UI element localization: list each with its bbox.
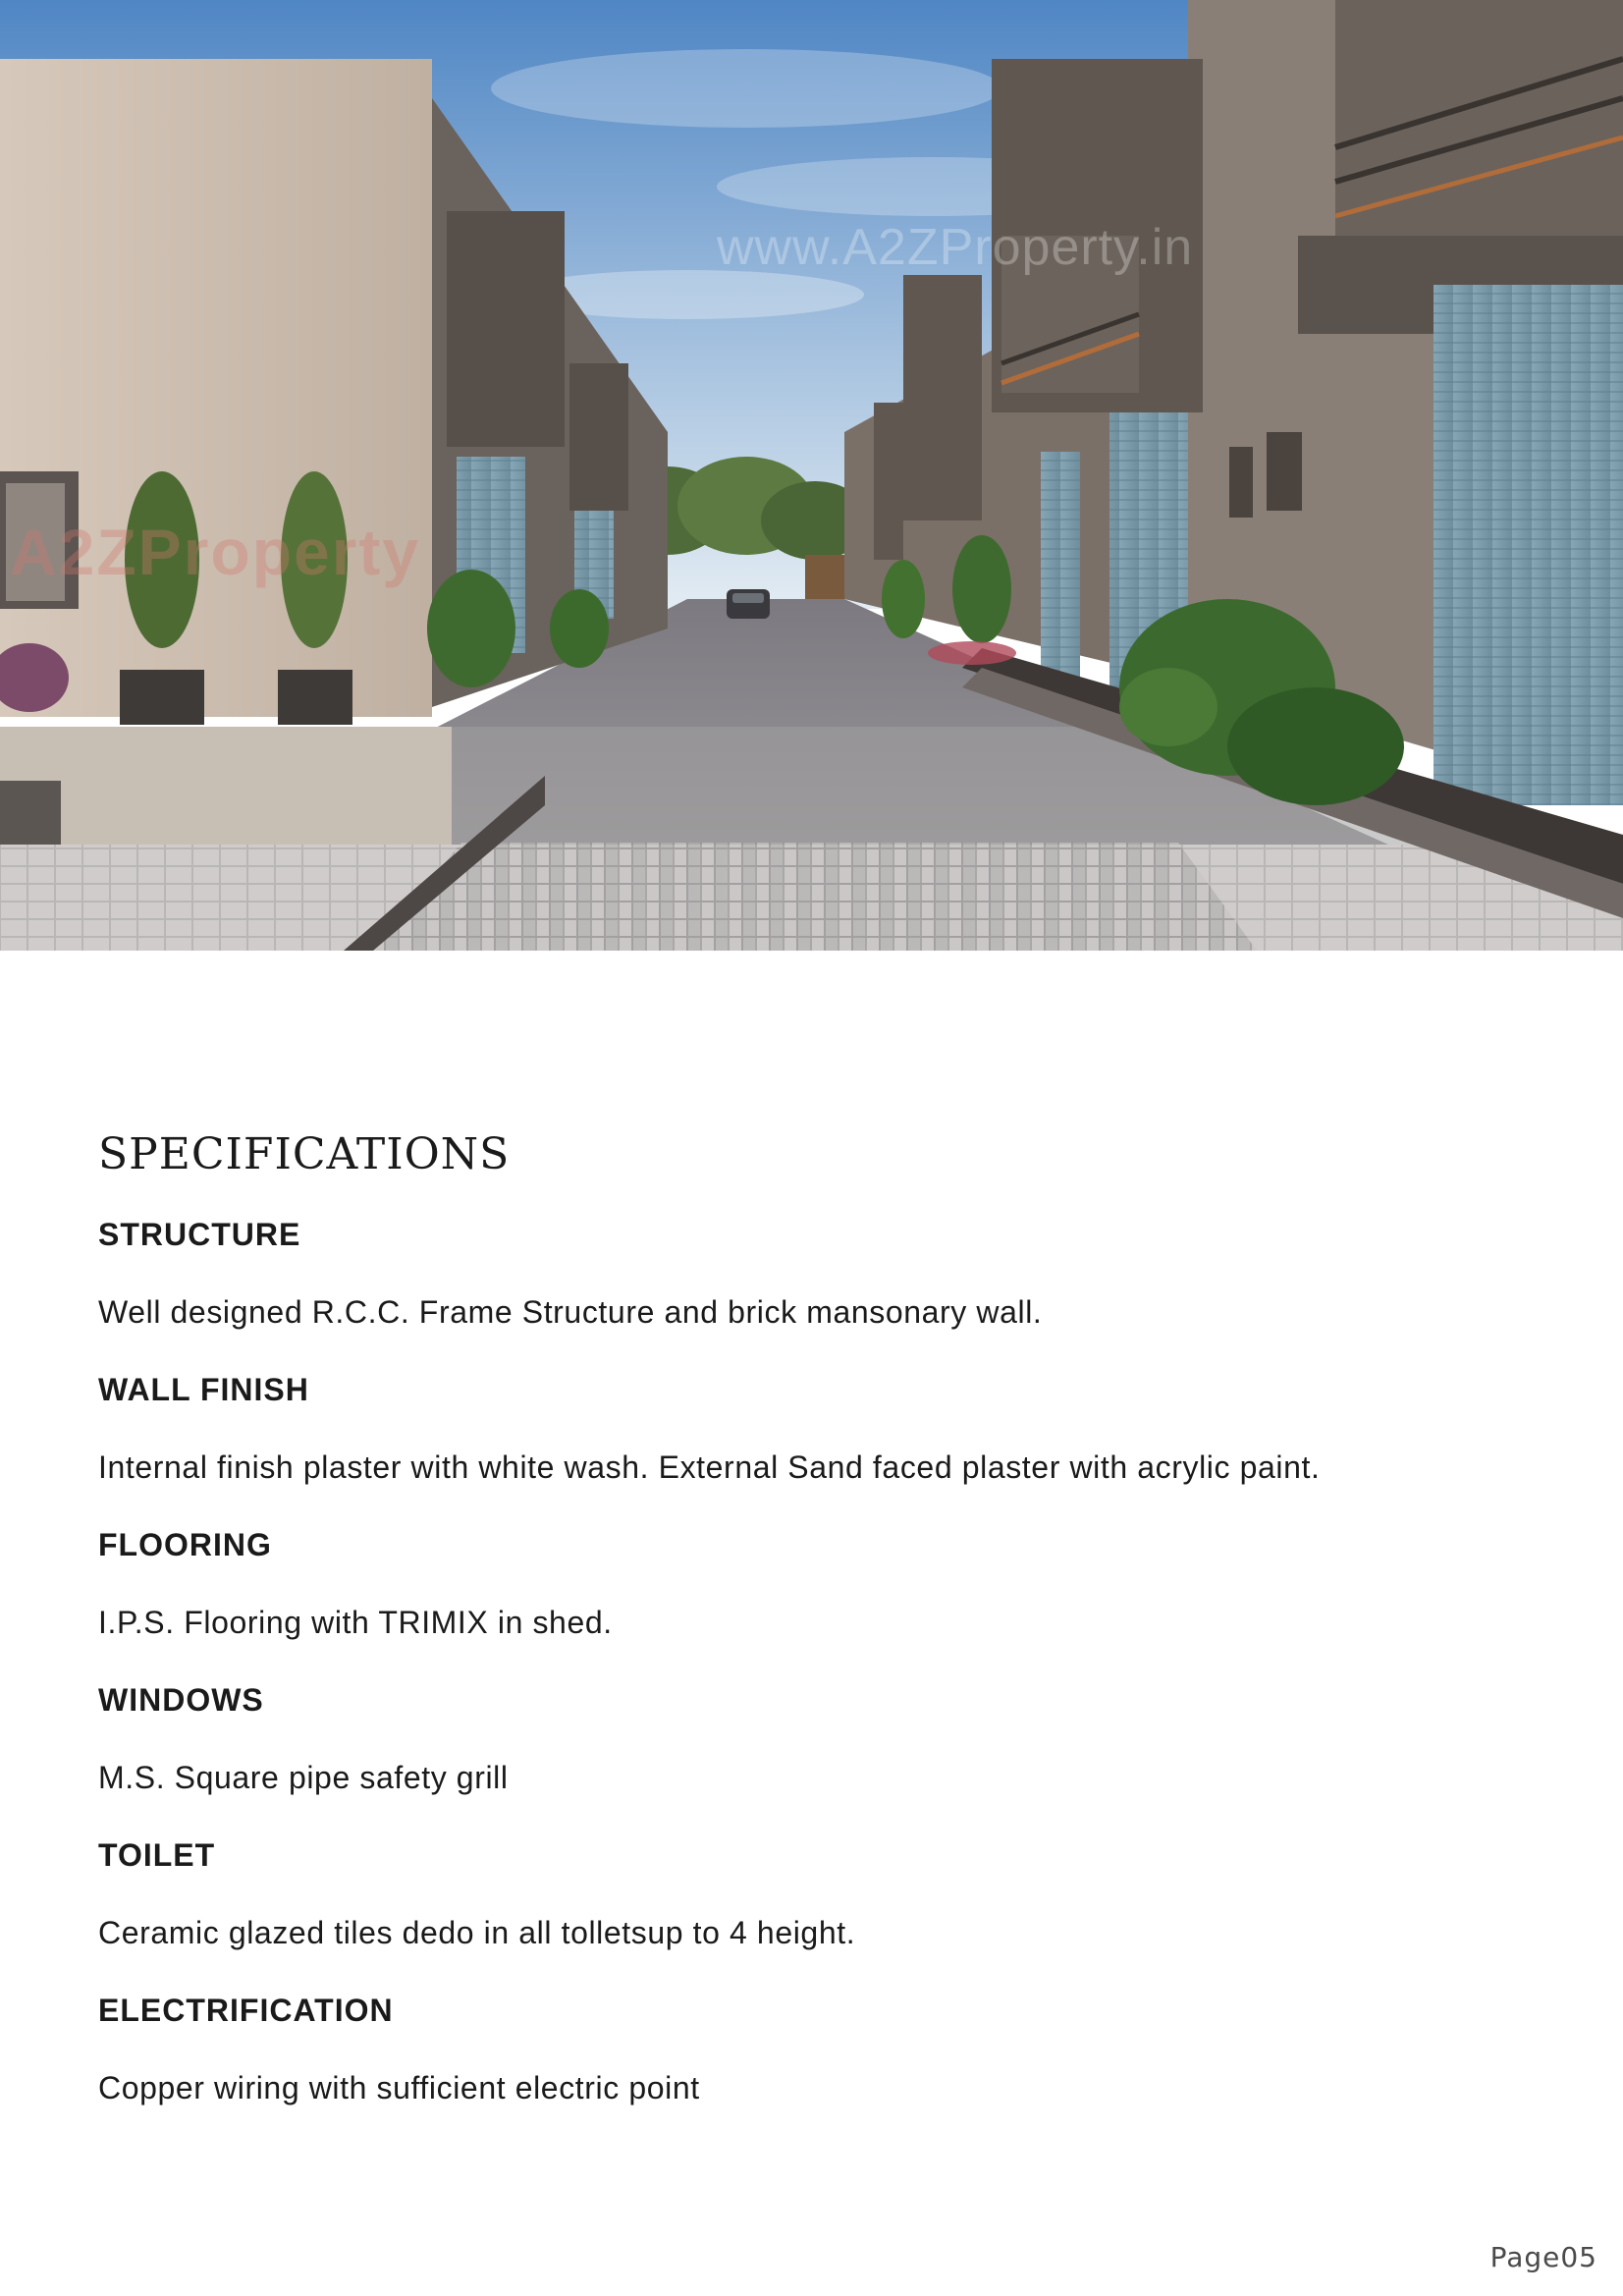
hero-render-image [0, 0, 1623, 951]
spec-description: I.P.S. Flooring with TRIMIX in shed. [98, 1605, 613, 1640]
spec-description: Well designed R.C.C. Frame Structure and brick mansonary wall. [98, 1294, 1043, 1330]
spec-heading: FLOORING [98, 1527, 272, 1562]
spec-description: Copper wiring with sufficient electric point [98, 2070, 700, 2105]
spec-item-flooring [98, 1523, 1522, 1645]
spec-item-electrification [98, 1989, 1522, 2110]
spec-heading: STRUCTURE [98, 1217, 301, 1252]
spec-heading: WALL FINISH [98, 1372, 309, 1407]
spec-description: M.S. Square pipe safety grill [98, 1760, 509, 1795]
spec-item-wall-finish [98, 1368, 1522, 1490]
spec-description: Ceramic glazed tiles dedo in all tolletsup to 4 height. [98, 1915, 856, 1950]
spec-item-toilet [98, 1833, 1522, 1955]
spec-item-structure [98, 1213, 1522, 1335]
specifications-section [98, 1129, 1522, 2144]
watermark-url: www.A2ZProperty.in [717, 219, 1194, 276]
page-number: Page05 [1489, 2241, 1597, 2273]
street-scene-illustration [0, 0, 1623, 951]
spec-heading: ELECTRIFICATION [98, 1993, 394, 2028]
spec-heading: WINDOWS [98, 1682, 264, 1718]
spec-description: Internal finish plaster with white wash. External Sand faced plaster with acrylic paint. [98, 1449, 1321, 1485]
specifications-title: SPECIFICATIONS [98, 1129, 511, 1179]
watermark-logo: A2ZProperty [10, 516, 421, 588]
spec-item-windows [98, 1678, 1522, 1800]
spec-heading: TOILET [98, 1837, 216, 1873]
